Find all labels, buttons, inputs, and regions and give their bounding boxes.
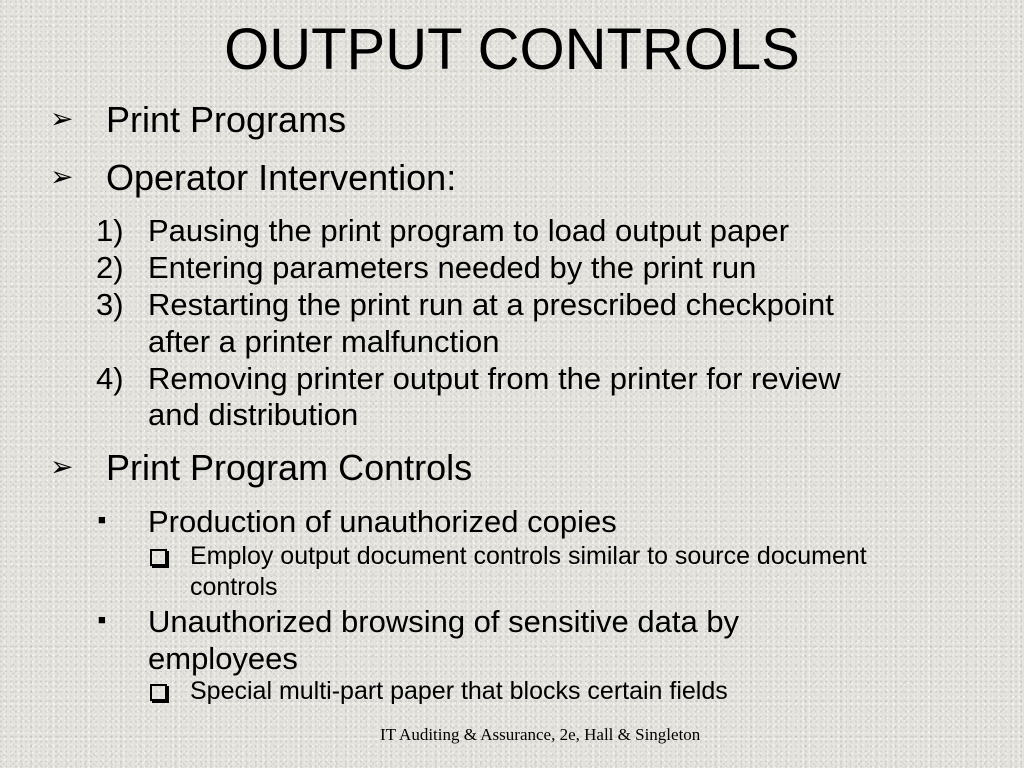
checkbox-bullet-icon: [150, 684, 167, 701]
slide-footer: IT Auditing & Assurance, 2e, Hall & Singleton: [380, 725, 701, 744]
checkbox-bullet-icon: [150, 549, 167, 566]
arrow-bullet-icon: ➢: [50, 161, 74, 192]
control-item-continued: employees: [148, 641, 298, 676]
step-text: Removing printer output from the printer for review: [148, 361, 841, 396]
step-text-continued: after a printer malfunction: [148, 324, 500, 359]
step-text: Entering parameters needed by the print run: [148, 250, 757, 285]
step-number: 3): [96, 287, 124, 322]
step-text: Restarting the print run at a prescribed checkpoint: [148, 287, 834, 322]
step-number: 1): [96, 213, 124, 248]
step-number: 4): [96, 361, 124, 396]
control-item: Unauthorized browsing of sensitive data by: [148, 604, 740, 639]
control-detail: Special multi-part paper that blocks certain fields: [190, 677, 728, 705]
control-detail-continued: controls: [190, 573, 278, 601]
step-text: Pausing the print program to load output paper: [148, 213, 790, 248]
square-bullet-icon: ■: [98, 512, 106, 527]
bullet-print-program-controls: Print Program Controls: [106, 447, 473, 488]
step-number: 2): [96, 250, 124, 285]
arrow-bullet-icon: ➢: [50, 451, 74, 482]
square-bullet-icon: ■: [98, 612, 106, 627]
bullet-operator-intervention: Operator Intervention:: [106, 157, 457, 198]
slide-title: OUTPUT CONTROLS: [224, 17, 800, 82]
step-text-continued: and distribution: [148, 397, 359, 432]
control-detail: Employ output document controls similar to source document: [190, 542, 867, 570]
bullet-print-programs: Print Programs: [106, 99, 347, 140]
control-item: Production of unauthorized copies: [148, 504, 617, 539]
arrow-bullet-icon: ➢: [50, 103, 74, 134]
